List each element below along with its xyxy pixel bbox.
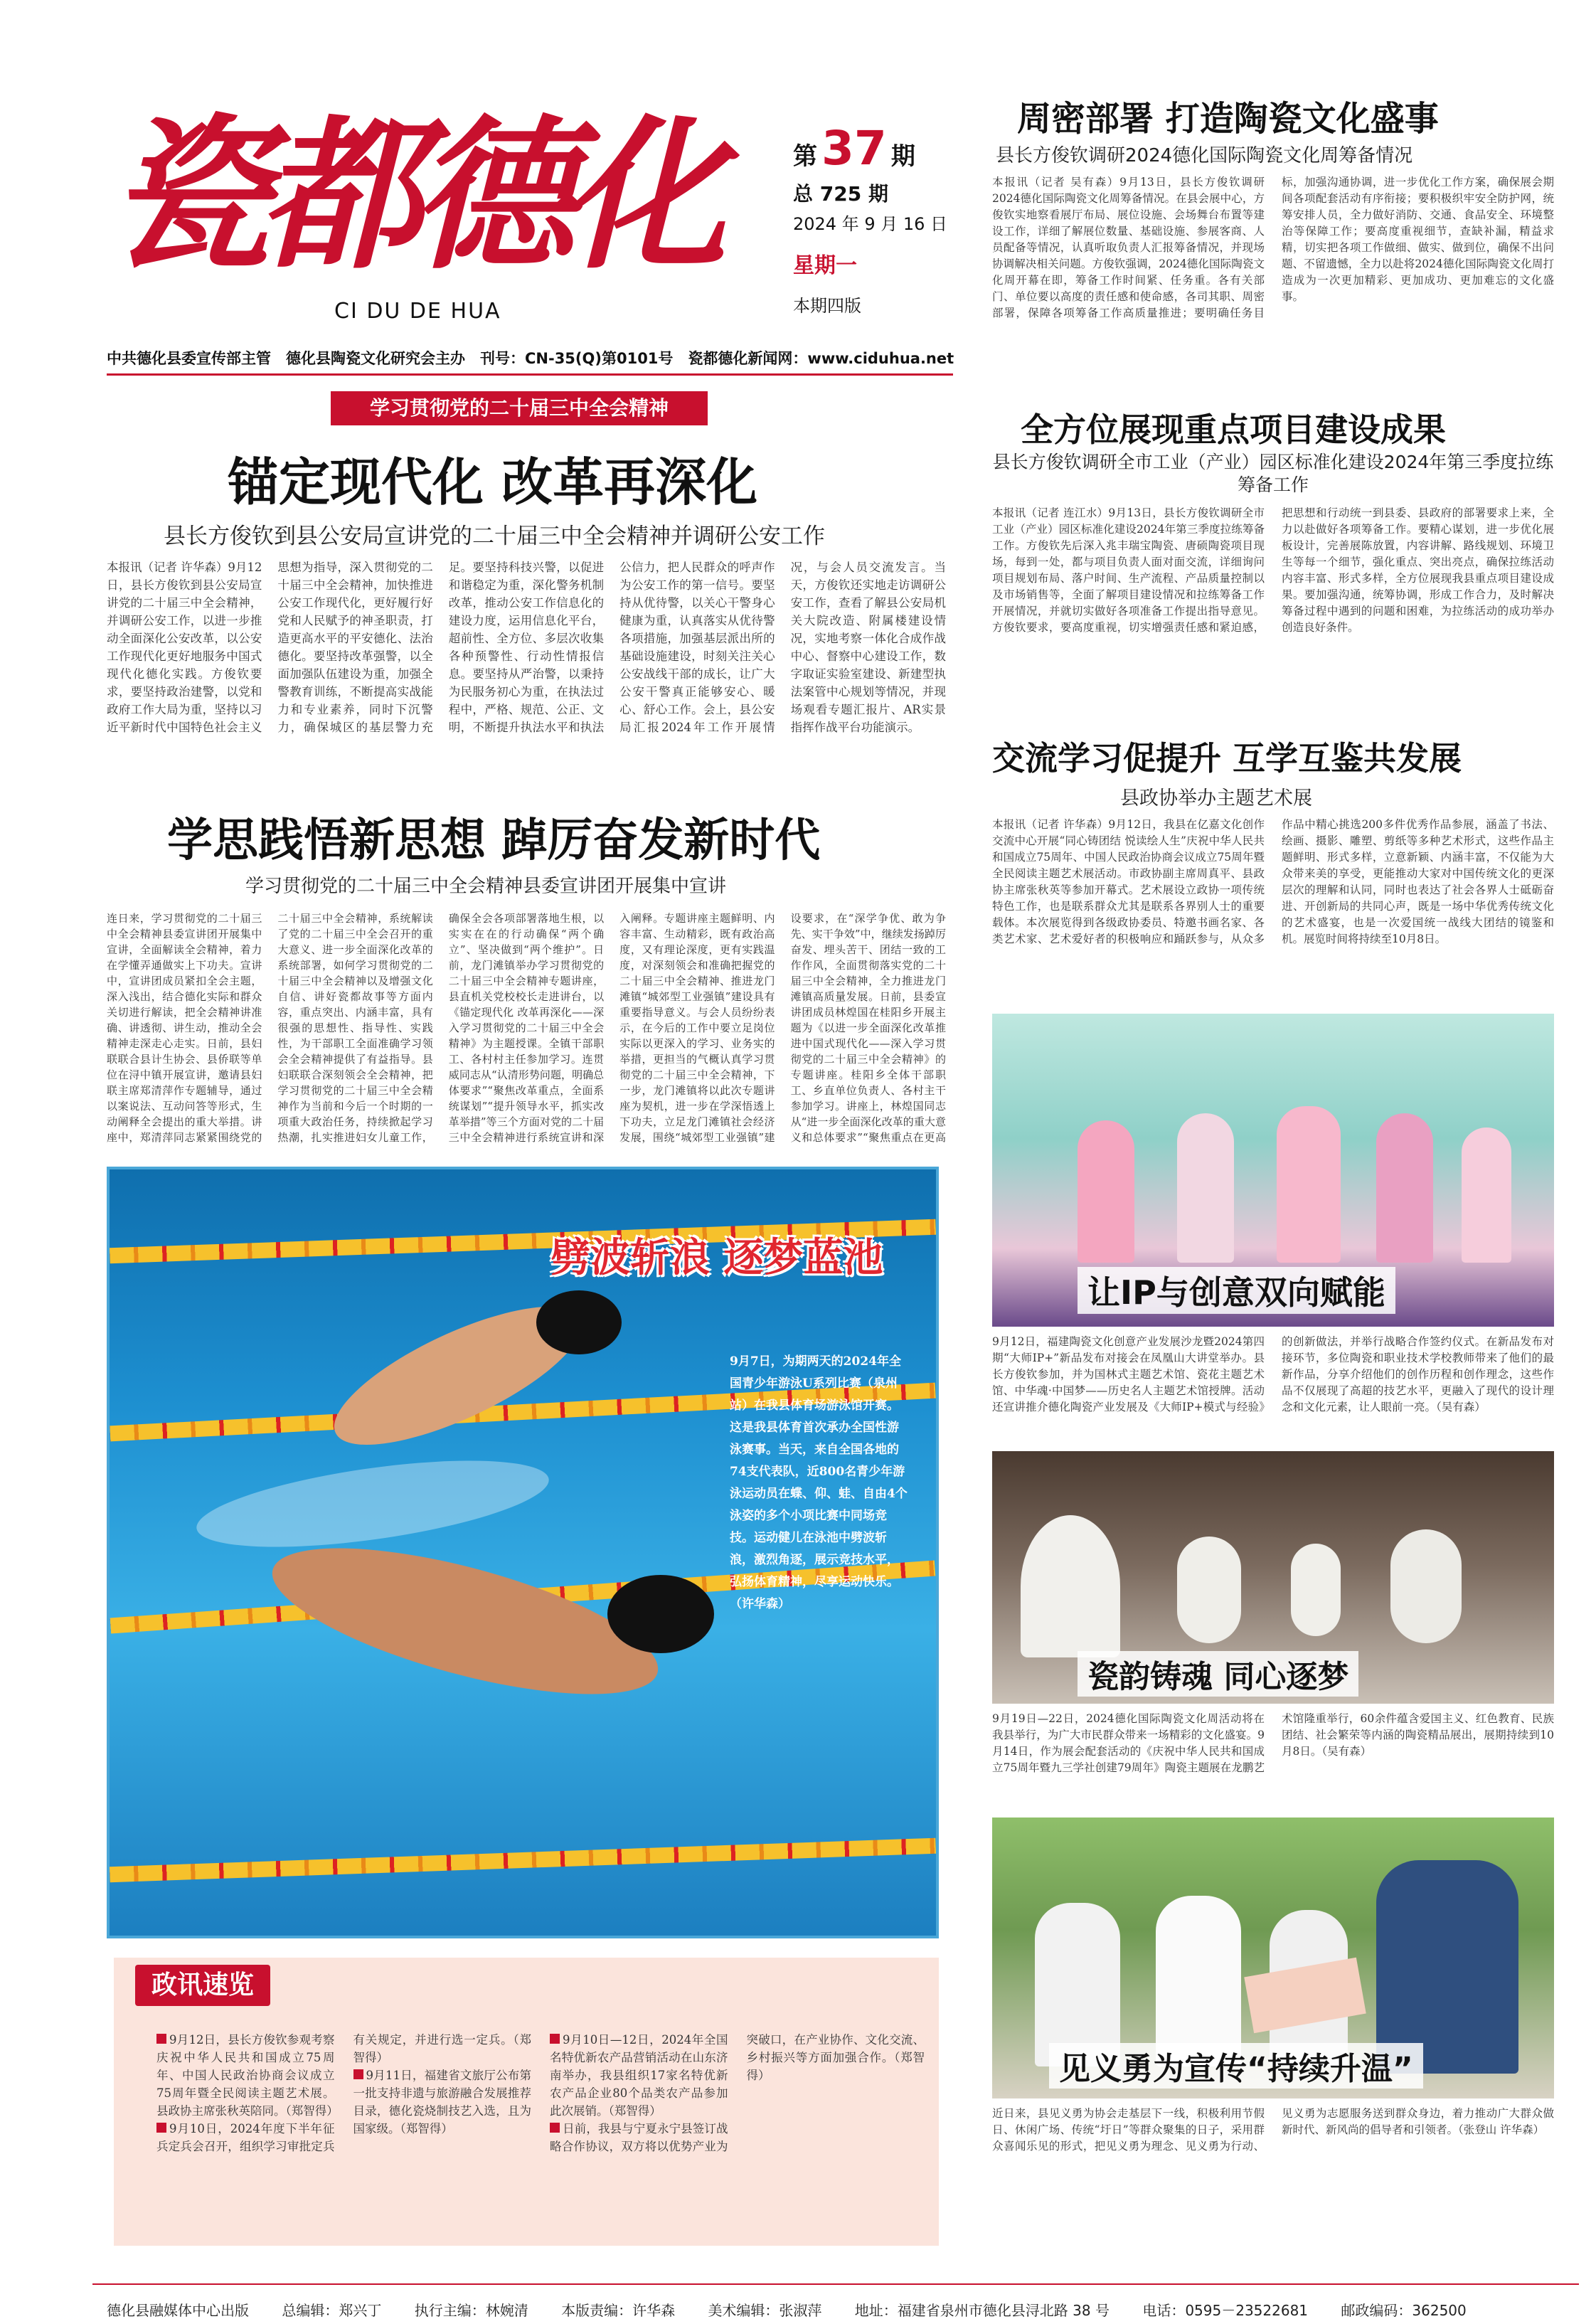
- exhibition-photo: [992, 1451, 1554, 1704]
- masthead-title: 瓷都德化: [107, 100, 715, 292]
- pool-title: 劈波斩浪 逐梦蓝池: [550, 1235, 883, 1281]
- section-ribbon: 学习贯彻党的二十届三中全会精神: [331, 391, 708, 425]
- r2-title: 全方位展现重点项目建设成果: [1021, 410, 1446, 449]
- r3-body: 本报讯（记者 许华森）9月12日，我县在亿嘉文化创作交流中心开展“同心铸团结 悦读绘人生”庆祝中华人民共和国成立75周年、中国人民政治协商会议成立75周年暨全民阅读主题艺术展活动。市政协副主席周真平、县政协主席张秋英等参加开幕式。艺术展设立政协一项传统特色工作，也是联系群众尤其是联系各界别人士的重要载体。本次展览得到各级政协委员、特邀书画名家、各类艺术家、艺术爱好者的积极响应和踊跃参与，从众多作品中精心挑选200多件优秀作品参展，涵盖了书法、绘画、摄影、雕塑、剪纸等多种艺术形式，这些作品主题鲜明、形式多样，立意新颖、内涵丰富，不仅能为大众带来美的享受，更能推动大家对中国传统文化的更深层次的理解和认同，同时也表达了社会各界人士砥砺奋进、开创新局的共同心声，既是一场中华优秀传统文化的艺术盛宴，也是一次爱国统一战线大团结的镜鉴和机。展览时间将持续至10月8日。: [992, 818, 1554, 945]
- r2-body: 本报讯（记者 连江水）9月13日，县长方俊钦调研全市工业（产业）园区标准化建设2024年第三季度拉练筹备工作。方俊钦先后深入兆丰瑞宝陶瓷、唐硕陶瓷项目现场，每到一处，都与项目负责人面对面交流，详细询问项目规划布局、落户时间、生产流程、产品质量控制以及市场销售等，全面了解项目建设情况和拉练筹备工作开展情况，并就切实做好各项准备工作提出指导意见。方俊钦要求，要高度重视，切实增强责任感和紧迫感，把思想和行动统一到县委、县政府的部署要求上来，全力以赴做好各项筹备工作。要精心谋划，进一步优化展板设计，完善展陈放置，内容讲解、路线规划、环境卫生等每一个细节，强化重点、突出亮点，确保拉练活动内容丰富、形式多样，全方位展现我县重点项目建设成果。要加强沟通，统筹协调，形成工作合力，及时解决筹备过程中遇到的问题和困难，为拉练活动的成功举办创造良好条件。: [992, 506, 1554, 634]
- footer-tel: 电话：0595－23522681: [1142, 2302, 1309, 2319]
- news-items: [156, 2031, 925, 2237]
- art-show-photo: [992, 1014, 1554, 1327]
- r1-title: 周密部署 打造陶瓷文化盛事: [1017, 99, 1439, 139]
- r6-title: 见义勇为宣传“持续升温”: [1049, 2043, 1423, 2089]
- issue-info: [793, 121, 957, 317]
- news-tag: 政讯速览: [135, 1965, 270, 2006]
- r4-title: 让IP与创意双向赋能: [1078, 1267, 1395, 1314]
- r1-subtitle: 县长方俊钦调研2024德化国际陶瓷文化周筹备情况: [996, 145, 1413, 166]
- news-item: 9月12日，县长方俊钦参观考察庆祝中华人民共和国成立75周年、中国人民政治协商会议成立75周年暨全民阅读主题艺术展。县政协主席张秋英陪同。（郑智得）: [156, 2033, 339, 2118]
- article2-title: 学思践悟新思想 踔厉奋发新时代: [167, 814, 821, 867]
- issue-date: 2024 年 9 月 16 日: [793, 214, 948, 234]
- article1-body: 本报讯（记者 许华森）9月12日，县长方俊钦到县公安局宣讲党的二十届三中全会精神，并调研公安工作，以进一步推动全面深化公安改革，以公安工作现代化更好地服务中国式现代化德化实践。方俊钦要求，要坚持政治建警，以党和政府工作大局为重，坚持以习近平新时代中国特色社会主义思想为指导，深入贯彻党的二十届三中全会精神，加快推进公安工作现代化，更好履行好党和人民赋予的神圣职责，打造更高水平的平安德化、法治德化。要坚持改革强警，以全面加强队伍建设为重，加强全警教育训练，不断提高实战能力和专业素养，同时下沉警力，确保城区的基层警力充足。要坚持科技兴警，以促进和谐稳定为重，深化警务机制改革，推动公安工作信息化的建设力度，运用信息化平台，超前性、全方位、多层次收集各种预警性、行动性情报信息。要坚持从严治警，以秉持为民服务初心为重，在执法过程中，严格、规范、公正、文明，不断提升执法水平和执法公信力，把人民群众的呼声作为公安工作的第一信号。要坚持从优待警，以关心干警身心健康为重，认真落实从优待警各项措施，加强基层派出所的基础设施建设，时刻关注关心公安战线干部的成长，让广大公安干警真正能够安心、暖心、舒心工作。会上，县公安局汇报2024年工作开展情况，与会人员交流发言。当天，方俊钦还实地走访调研公安工作，查看了解县公安局机关大院改造、附属楼建设情况，实地考察一体化合成作战中心、督察中心建设工作，数字取证实验室建设、新建型执法案管中心规划等情况，并现场观看专题汇报片、AR实景指挥作战平台功能演示。: [107, 561, 946, 734]
- pool-caption: 9月7日，为期两天的2024年全国青少年游泳U系列比赛（泉州站）在我县体育场游泳馆开赛。这是我县体育首次承办全国性游泳赛事。当天，来自全国各地的74支代表队，近800名青少年游泳运动员在蝶、仰、蛙、自由4个泳姿的多个小项比赛中同场竞技。运动健儿在泳池中劈波斩浪，激烈角逐，展示竞技水平，弘扬体育精神，尽享运动快乐。（许华森）: [730, 1354, 908, 1611]
- footer-exec: 执行主编：林婉清: [414, 2302, 528, 2319]
- footer: [107, 2299, 1550, 2319]
- r6-body: 近日来，县见义勇为协会走基层下一线，积极利用节假日、休闲广场、传统“圩日”等群众聚集的日子，采用群众喜闻乐见的形式，把见义勇为理念、见义勇为行动、见义勇为志愿服务送到群众身边，着力推动广大群众做新时代、新风尚的倡导者和引领者。（张登山 许华森）: [992, 2107, 1554, 2153]
- r5-title: 瓷韵铸魂 同心逐梦: [1078, 1651, 1358, 1697]
- r3-title: 交流学习促提升 互学互鉴共发展: [992, 739, 1462, 778]
- news-item: 9月10日—12日，2024年全国名特优新农产品营销活动在山东济南举办，我县组织17家名特优新农产品企业80个品类农产品参加此次展销。（郑智得）: [550, 2033, 728, 2118]
- footer-art: 美术编辑：张淑萍: [708, 2302, 822, 2319]
- issue-pages: 本期四版: [793, 296, 861, 316]
- news-item: 9月10日，2024年度下半年征兵定兵会召开，组织学习审批定兵有关规定，并进行选一定兵。（郑智得）: [156, 2033, 531, 2153]
- issue-number: 第37 期: [793, 121, 915, 176]
- r5-body: 9月19日—22日，2024德化国际陶瓷文化周活动将在我县举行，为广大市民群众带来一场精彩的文化盛宴。9月14日，作为展会配套活动的《庆祝中华人民共和国成立75周年暨九三学社创建79周年》陶瓷主题展在龙鹏艺术馆隆重举行，60余件蕴含爱国主义、红色教育、民族团结、社会繁荣等内涵的陶瓷精品展出，展期持续到10月8日。（吴有森）: [992, 1712, 1554, 1774]
- issue-weekday: 星期一: [793, 253, 857, 278]
- news-item: 9月11日，福建省文旅厅公布第一批支持非遗与旅游融合发展推荐目录，德化瓷烧制技艺入选，且为国家级。（郑智得）: [353, 2069, 531, 2135]
- footer-editor: 本版责编：许华森: [561, 2302, 676, 2319]
- article2-body: 连日来，学习贯彻党的二十届三中全会精神县委宣讲团开展集中宣讲，全面解读全会精神，着力在学懂弄通做实上下功夫。宣讲中，宣讲团成员紧扣全会主题，深入浅出，结合德化实际和群众关切进行解读，把全会精神讲准确、讲透彻、讲生动，推动全会精神走深走心走实。日前，县妇联联合县计生协会、县侨联等单位在浔中镇开展宣讲，邀请县妇联主席郑清萍作专题辅导，通过以案说法、互动问答等形式，生动阐释全会提出的重大举措。讲座中，郑清萍同志紧紧围绕党的二十届三中全会精神，系统解读了党的二十届三中全会召开的重大意义、进一步全面深化改革的系统部署，如何学习贯彻党的二十届三中全会精神以及增强文化自信、讲好瓷都故事等方面内容，重点突出、内涵丰富，具有很强的思想性、指导性、实践性，为干部职工全面准确学习领会全会精神提供了有益指导。县妇联联合深刻领会全会精神，把学习贯彻党的二十届三中全会精神作为当前和今后一个时期的一项重大政治任务，持续掀起学习热潮，扎实推进妇女儿童工作，确保全会各项部署落地生根，以实实在在的行动确保“两个确立”、坚决做到“两个维护”。日前，龙门滩镇举办学习贯彻党的二十届三中全会精神专题讲座，县直机关党校校长走进讲台，以《锚定现代化 改革再深化——深入学习贯彻党的二十届三中全会精神》为主题授课。全镇干部职工、各村村主任参加学习。连贯威同志从“认清形势问题，明确总体要求”“聚焦改革重点，全面系统谋划”“提升领导水平，抓实改革举措”等三个方面对党的二十届三中全会精神进行系统宣讲和深入阐释。专题讲座主题鲜明、内容丰富、生动精彩，既有政治高度，又有理论深度，更有实践温度，对深刻领会和准确把握党的二十届三中全会精神、推进龙门滩镇“城郊型工业强镇”建设具有重要指导意义。与会人员纷纷表示，在今后的工作中要立足岗位实际以更深入的学习、业务实的举措，更担当的气概认真学习贯彻党的二十届三中全会精神，下一步，龙门滩镇将以此次专题讲座为契机，进一步在学深悟透上下功夫，立足龙门滩镇社会经济发展，围绕“城郊型工业强镇”建设要求，在“深学争优、敢为争先、实干争效”中，继续发扬踔厉奋发、埋头苦干、团结一致的工作作风，全面贯彻落实党的二十届三中全会精神，全力推进龙门滩镇高质量发展。日前，县委宣讲团成员林煌国在桂阳乡开展主题为《以进一步全面深化改革推进中国式现代化——深入学习贯彻党的二十届三中全会精神》的专题讲座。桂阳乡全体干部职工、乡直单位负责人、各村主干参加学习。讲座上，林煌国同志从“进一步全面深化改革的重大意义和总体要求”“聚焦重点在更高: [107, 912, 946, 1144]
- footer-addr: 地址：福建省泉州市德化县浔北路 38 号: [854, 2302, 1110, 2319]
- swimming-photo: [107, 1167, 939, 1938]
- r3-subtitle: 县政协举办主题艺术展: [1120, 787, 1312, 810]
- footer-chief: 总编辑：郑兴丁: [282, 2302, 382, 2319]
- r4-body: 9月12日，福建陶瓷文化创意产业发展沙龙暨2024第四期“大师IP+”新品发布对接会在凤凰山大讲堂举办。县长方俊钦参加，并为国林式主题艺术馆、瓷花主题艺术馆、中华魂·中国梦——历史名人主题艺术馆授牌。活动还宣讲推介德化陶瓷产业发展及《大师IP+模式与经验》的创新做法，并举行战略合作签约仪式。在新品发布对接环节，多位陶瓷和职业技术学校教师带来了他们的最新作品，分享介绍他们的创作历程和创作理念，这些作品不仅展现了高超的技艺水平，更融入了现代的设计理念和文化元素，让人眼前一亮。（吴有森）: [992, 1335, 1554, 1413]
- publisher-line: 中共德化县委宣传部主管 德化县陶瓷文化研究会主办 刊号：CN-35(Q)第0101号 瓷都德化新闻网：www.ciduhua.net: [107, 350, 954, 367]
- footer-unit: 德化县融媒体中心出版: [107, 2302, 249, 2319]
- news-item: 日前，我县与宁夏永宁县签订战略合作协议，双方将以优势产业为突破口，在产业协作、文化交流、乡村振兴等方面加强合作。（郑智得）: [550, 2033, 925, 2153]
- issue-total: 总 725 期: [793, 182, 888, 206]
- r2-subtitle: 县长方俊钦调研全市工业（产业）园区标准化建设2024年第三季度拉练筹备工作: [992, 452, 1554, 495]
- r1-body: 本报讯（记者 吴有森）9月13日，县长方俊钦调研2024德化国际陶瓷文化周筹备情况。在县会展中心，方俊钦实地察看展厅布局、展位设施、会场舞台布置等建设工作，详细了解展位数量、基础设施、参展客商、人员配备等情况，认真听取负责人汇报筹备情况，并现场协调解决相关问题。方俊钦强调，2024德化国际陶瓷文化周开幕在即，筹备工作时间紧、任务重。各有关部门、单位要以高度的责任感和使命感，各司其职、周密部署，保障各项筹备工作高质量推进；要明确任务目标，加强沟通协调，进一步优化工作方案，确保展会期间各项配套活动有序衔接；要积极织牢安全防护网，统筹安排人员，全力做好消防、交通、食品安全、环境整治等保障工作；要高度重视细节，查缺补漏，精益求精，切实把各项工作做细、做实、做到位，确保不出问题、不留遗憾，全力以赴将2024德化国际陶瓷文化周打造成为一次更加精彩、更加成功、更加难忘的文化盛事。: [992, 176, 1554, 319]
- masthead-rule: [107, 373, 953, 376]
- article1-subtitle: 县长方俊钦到县公安局宣讲党的二十届三中全会精神并调研公安工作: [164, 524, 825, 549]
- volunteer-photo: [992, 1817, 1554, 2098]
- footer-rule: [92, 2283, 1579, 2285]
- masthead-pinyin: CI DU DE HUA: [334, 299, 501, 324]
- footer-post: 邮政编码：362500: [1341, 2302, 1467, 2319]
- article2-subtitle: 学习贯彻党的二十届三中全会精神县委宣讲团开展集中宣讲: [245, 876, 727, 897]
- article1-title: 锚定现代化 改革再深化: [228, 452, 758, 512]
